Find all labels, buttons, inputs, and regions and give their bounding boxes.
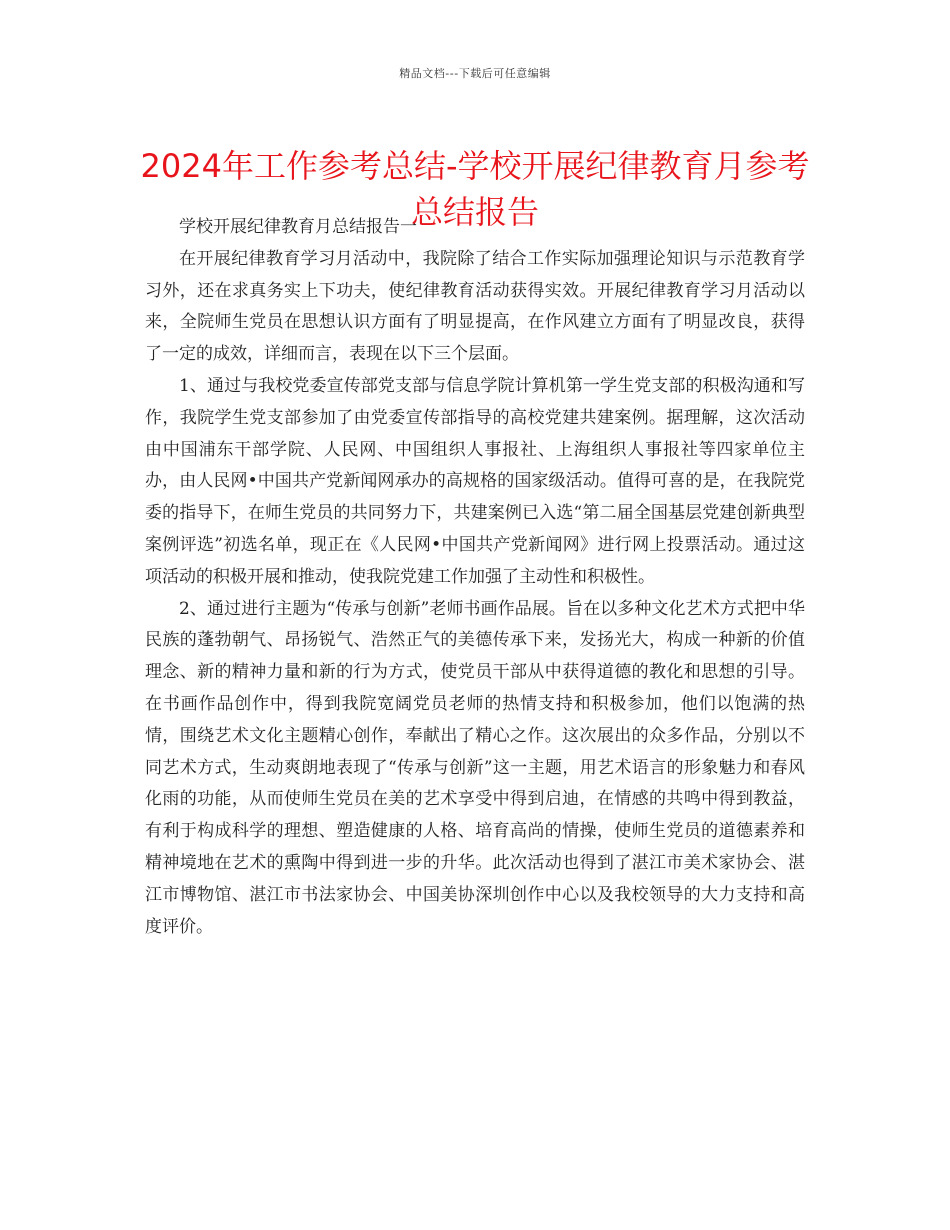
header-note: 精品文档---下载后可任意编辑 — [399, 67, 551, 80]
paragraph-item-1: 1、通过与我校党委宣传部党支部与信息学院计算机第一学生党支部的积极沟通和写作，我院学生党支部参加了由党委宣传部指导的高校党建共建案例。据理解，这次活动由中国浦东干部学院、人民网、中国组织人事报社、上海组织人事报社等四家单位主办，由人民网•中国共产党新闻网承办的高规格的国家级活动。值得可喜的是，在我院党委的指导下，在师生党员的共同努力下，共建案例已入选“第二届全国基层党建创新典型案例评选”初选名单，现正在《人民网•中国共产党新闻网》进行网上投票活动。通过这项活动的积极开展和推动，使我院党建工作加强了主动性和积极性。 — [145, 375, 805, 587]
paragraph-item-2: 2、通过进行主题为“传承与创新”老师书画作品展。旨在以多种文化艺术方式把中华民族的蓬勃朝气、昂扬锐气、浩然正气的美德传承下来，发扬光大，构成一种新的价值理念、新的精神力量和新的行为方式，使党员干部从中获得道德的教化和思想的引导。在书画作品创作中，得到我院宽阔党员老师的热情支持和积极参加，他们以饱满的热情，围绕艺术文化主题精心创作，奉献出了精心之作。这次展出的众多作品，分别以不同艺术方式，生动爽朗地表现了“传承与创新”这一主题，用艺术语言的形象魅力和春风化雨的功能，从而使师生党员在美的艺术享受中得到启迪，在情感的共鸣中得到教益，有利于构成科学的理想、塑造健康的人格、培育高尚的情操，使师生党员的道德素养和精神境地在艺术的熏陶中得到进一步的升华。此次活动也得到了湛江市美术家协会、湛江市博物馆、湛江市书法家协会、中国美协深圳创作中心以及我校领导的大力支持和高度评价。 — [145, 598, 805, 937]
document-title: 2024年工作参考总结-学校开展纪律教育月参考总结报告 — [140, 147, 810, 232]
document-body — [145, 212, 805, 943]
section-heading: 学校开展纪律教育月总结报告一 — [179, 217, 417, 237]
paragraph-intro: 在开展纪律教育学习月活动中，我院除了结合工作实际加强理论知识与示范教育学习外，还在求真务实上下功夫，使纪律教育活动获得实效。开展纪律教育学习月活动以来，全院师生党员在思想认识方面有了明显提高，在作风建立方面有了明显改良，获得了一定的成效，详细而言，表现在以下三个层面。 — [145, 248, 805, 365]
